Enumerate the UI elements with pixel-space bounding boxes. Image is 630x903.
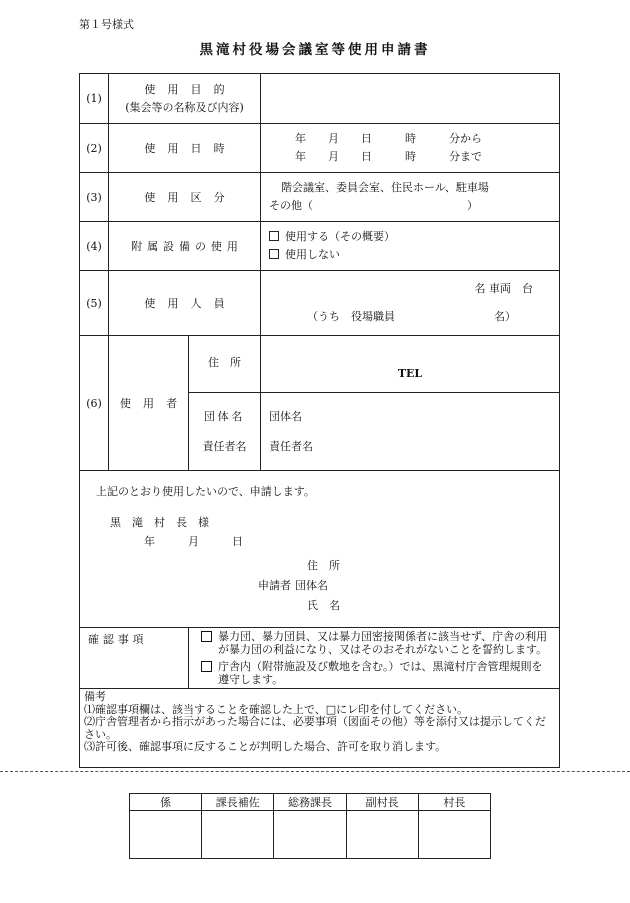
checkbox-icon[interactable] — [201, 661, 212, 672]
declaration-date[interactable]: 年 月 日 — [144, 535, 243, 548]
equipment-label: 附属設備の使用 — [109, 222, 261, 271]
purpose-label-main: 使用目的 — [144, 82, 237, 96]
confirm-item-1[interactable]: 暴力団、暴力団員、又は暴力団密接関係者に該当せず、庁舎の利用が暴力団の利益になり、又はそのおそれがないことを誓約します。 — [189, 628, 559, 658]
approval-table — [129, 793, 491, 859]
stamp-cell[interactable] — [418, 811, 490, 859]
group-label: 団体名 — [203, 409, 246, 423]
page-title: 黒滝村役場会議室等使用申請書 — [199, 42, 431, 58]
usage-type-options: 階会議室、委員会室、住民ホール、駐車場 — [281, 181, 489, 194]
datetime-to: 年 月 日 時 分まで — [295, 150, 482, 163]
group-rep-labels — [189, 393, 261, 471]
note-3: ⑶許可後、確認事項に反することが判明した場合、許可を取り消します。 — [84, 740, 447, 753]
approval-stamp-row — [130, 811, 491, 859]
usage-type-label: 使用区分 — [109, 173, 261, 222]
row-number: (6) — [80, 336, 109, 471]
purpose-field[interactable] — [261, 74, 560, 124]
row-purpose — [80, 74, 560, 124]
row-number: (4) — [80, 222, 109, 271]
approval-header: 係 — [130, 794, 202, 811]
cut-line — [0, 771, 630, 772]
row-notes — [80, 689, 560, 768]
usage-type-field[interactable] — [261, 173, 560, 222]
declaration-cell — [80, 471, 560, 628]
attendance-staff: （うち 役場職員 名） — [307, 310, 516, 323]
applicant-address-label: 住 所 — [307, 559, 340, 572]
applicant-name-label: 氏 名 — [307, 599, 340, 612]
note-2: ⑵庁舎管理者から指示があった場合には、必要事項（図面その他）等を添付又は提示してください。 — [84, 715, 546, 741]
row-attendance — [80, 271, 560, 336]
declaration-statement: 上記のとおり使用したいので、申請します。 — [96, 485, 315, 498]
row-user-address — [80, 336, 560, 393]
stamp-cell[interactable] — [130, 811, 202, 859]
checkbox-icon[interactable] — [269, 249, 279, 259]
stamp-cell[interactable] — [202, 811, 274, 859]
stamp-cell[interactable] — [274, 811, 346, 859]
row-declaration — [80, 471, 560, 628]
confirm-label: 確認事項 — [80, 628, 189, 689]
confirm-item-2[interactable]: 庁舎内（附帯施設及び敷地を含む。）では、黒滝村庁舎管理規則を遵守します。 — [189, 658, 559, 688]
datetime-field[interactable] — [261, 124, 560, 173]
row-number: (3) — [80, 173, 109, 222]
row-equipment — [80, 222, 560, 271]
checkbox-icon[interactable] — [201, 631, 212, 642]
approval-header: 副村長 — [346, 794, 418, 811]
address-label: 住 所 — [189, 336, 261, 393]
applicant-group-label: 団体名 — [295, 579, 328, 592]
equipment-use-option[interactable]: 使用する（その概要） — [269, 228, 559, 246]
row-number: (1) — [80, 74, 109, 124]
usage-type-other: その他（ ） — [269, 199, 478, 212]
group-rep-fields[interactable] — [261, 393, 560, 471]
attendance-count: 名 車両 台 — [474, 282, 533, 295]
purpose-label-sub: (集会等の名称及び内容) — [125, 100, 244, 114]
rep-label: 責任者名 — [202, 439, 247, 453]
approval-header-row — [130, 794, 491, 811]
declaration-addressee: 黒 滝 村 長 様 — [110, 516, 209, 529]
notes-cell — [80, 689, 560, 768]
equipment-nouse-option[interactable]: 使用しない — [269, 246, 559, 264]
applicant-label: 申請者 — [258, 579, 291, 592]
address-field[interactable] — [261, 336, 560, 393]
row-usage-type — [80, 173, 560, 222]
row-confirm — [80, 628, 560, 689]
datetime-from: 年 月 日 時 分から — [295, 132, 482, 145]
rep-value[interactable]: 責任者名 — [269, 439, 313, 453]
approval-header: 課長補佐 — [202, 794, 274, 811]
notes-heading: 備考 — [84, 690, 106, 703]
approval-header: 村長 — [418, 794, 490, 811]
row-datetime — [80, 124, 560, 173]
note-1: ⑴確認事項欄は、該当することを確認した上で、□にレ印を付してください。 — [84, 702, 469, 716]
stamp-cell[interactable] — [346, 811, 418, 859]
tel-label: TEL — [397, 367, 423, 380]
equipment-field — [261, 222, 560, 271]
confirm-items — [189, 628, 560, 689]
attendance-field[interactable] — [261, 271, 560, 336]
checkbox-icon[interactable] — [269, 231, 279, 241]
group-value[interactable]: 団体名 — [269, 409, 302, 423]
row-number: (5) — [80, 271, 109, 336]
form-number: 第１号様式 — [79, 18, 134, 31]
datetime-label: 使用日時 — [109, 124, 261, 173]
application-table — [79, 73, 560, 768]
attendance-label: 使用人員 — [109, 271, 261, 336]
user-label: 使用者 — [109, 336, 189, 471]
purpose-label — [109, 74, 261, 124]
row-number: (2) — [80, 124, 109, 173]
approval-header: 総務課長 — [274, 794, 346, 811]
